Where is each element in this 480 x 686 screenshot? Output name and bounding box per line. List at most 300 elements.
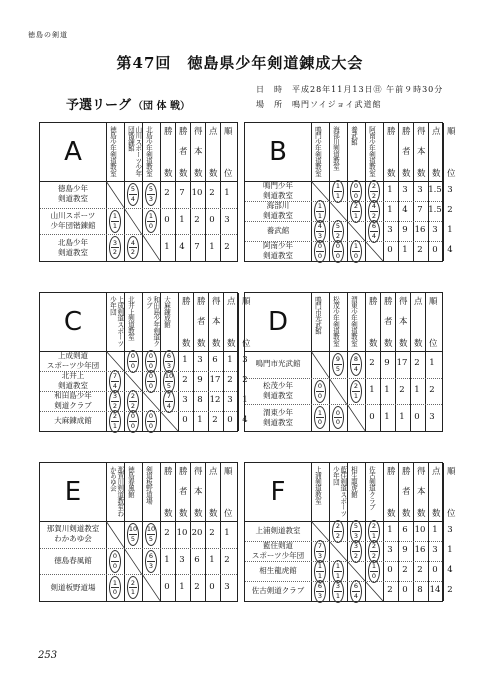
team-column-label-part: 錬 xyxy=(162,308,171,315)
stat-header-char: 者 xyxy=(384,317,393,327)
score-oval xyxy=(350,240,362,263)
bouts-won: 6 xyxy=(353,582,359,590)
team-column-label xyxy=(367,126,374,176)
stat-column-header-bouts xyxy=(380,293,396,351)
stat-header-char: 数 xyxy=(417,509,426,519)
self-match-diagonal xyxy=(106,181,124,208)
subtitle-kind: （団 体 戦） xyxy=(133,101,190,112)
bouts-won: 5 xyxy=(130,185,136,194)
stat-header-char: 勝 xyxy=(179,467,188,477)
league-table-b xyxy=(244,122,456,262)
stat-value-rank: 1 xyxy=(447,545,453,555)
team-column-label-part: 海部川 xyxy=(331,126,340,145)
stat-value-lost-points: 3 xyxy=(432,545,438,555)
stat-value-lost-points: 14 xyxy=(429,585,441,595)
stat-value-lost-points: 0 xyxy=(227,415,233,425)
stat-value-wins: 1 xyxy=(387,205,393,215)
stat-value-rank: 4 xyxy=(447,565,453,575)
team-column-label xyxy=(144,466,151,504)
bouts-won: 3 xyxy=(112,238,118,247)
stat-value-rank: 1 xyxy=(242,395,248,405)
stat-header-char: 数 xyxy=(194,169,203,179)
team-column-label xyxy=(313,296,320,334)
bouts-won: 3 xyxy=(112,392,118,400)
match-result xyxy=(347,540,365,563)
points-won: 0 xyxy=(148,381,154,390)
stat-header-char: 数 xyxy=(209,509,218,519)
self-match-diagonal xyxy=(329,541,347,561)
stat-column-header-rank xyxy=(220,123,236,181)
stat-value-wins: 2 xyxy=(387,585,393,595)
stat-column-header-points xyxy=(208,293,224,351)
row-divider xyxy=(245,378,442,379)
stat-value-wins: 1 xyxy=(387,525,393,535)
stat-header-char: 数 xyxy=(209,169,218,179)
stat-header-char: 本 xyxy=(194,487,203,497)
stat-header-char: 順 xyxy=(242,297,251,307)
bouts-won: 2 xyxy=(130,392,136,400)
stat-value-wins: 0 xyxy=(182,415,188,425)
points-won: 1 xyxy=(335,591,341,600)
stat-value-points: 1 xyxy=(399,411,405,422)
row-divider xyxy=(40,548,237,549)
match-result xyxy=(329,406,347,429)
points-won: 3 xyxy=(317,591,323,600)
stat-value-rank: 2 xyxy=(242,375,248,385)
team-column-header xyxy=(106,123,125,181)
team-column-label-part: 場 xyxy=(144,497,153,504)
stat-column-header-bouts xyxy=(398,463,414,521)
stat-value-rank: 2 xyxy=(429,385,435,395)
score-oval xyxy=(314,580,326,603)
self-match-diagonal xyxy=(124,208,142,235)
bouts-won: 4 xyxy=(317,222,323,230)
team-column-label-part: 上成剣道 xyxy=(115,296,124,322)
team-row-name: 剣道板野道場 xyxy=(50,582,96,592)
stat-header-char: 位 xyxy=(224,169,233,179)
score-oval xyxy=(314,380,326,403)
stat-value-lost-points: 0 xyxy=(432,245,438,255)
score-oval xyxy=(314,406,326,429)
bouts-won: 1 xyxy=(317,562,323,570)
points-won: 0 xyxy=(148,421,154,430)
team-column-label xyxy=(108,126,115,176)
match-result xyxy=(329,520,347,543)
bouts-won: 1 xyxy=(112,578,118,587)
stat-value-bouts: 9 xyxy=(402,545,408,555)
bouts-won: 3 xyxy=(353,542,359,550)
points-won: 5 xyxy=(148,534,154,543)
team-column-label xyxy=(331,296,338,346)
score-oval xyxy=(368,220,380,243)
team-column-label xyxy=(162,296,169,328)
stat-value-rank: 3 xyxy=(447,525,453,535)
stat-header-char: 数 xyxy=(399,339,408,349)
bouts-won: 7 xyxy=(112,372,118,380)
team-column-label-part: 山川スポーツ xyxy=(133,126,142,164)
stat-value-wins: 0 xyxy=(387,565,393,575)
self-match-diagonal xyxy=(329,378,347,405)
score-oval xyxy=(332,240,344,263)
stat-column-header-wins xyxy=(160,463,176,521)
stat-value-wins: 1 xyxy=(164,555,170,565)
stat-value-bouts: 1 xyxy=(197,415,203,425)
stat-value-points: 2 xyxy=(194,215,200,225)
match-result xyxy=(311,380,329,403)
group-letter: D xyxy=(267,307,289,337)
match-result xyxy=(347,580,365,603)
stat-value-lost-points: 3 xyxy=(432,225,438,235)
stat-value-lost-points: 3 xyxy=(227,395,233,405)
team-column-label-part: スポーツ少年団 xyxy=(331,466,347,517)
stat-value-lost-points: 0 xyxy=(209,581,215,592)
date-value: 平成28年11月13日㊐ 午前９時30分 xyxy=(292,85,444,94)
score-oval xyxy=(127,410,139,433)
stat-header-char: 得 xyxy=(212,297,221,307)
stat-value-bouts: 3 xyxy=(179,555,185,565)
match-result xyxy=(347,240,365,263)
team-column-label-part: 鳴 xyxy=(313,296,322,303)
stat-value-bouts: 0 xyxy=(402,585,408,595)
points-won: 0 xyxy=(148,221,154,230)
stat-header-char: 数 xyxy=(417,169,426,179)
points-won: 2 xyxy=(371,551,377,560)
team-column-header xyxy=(106,293,125,351)
team-column-label-part: 武 xyxy=(349,132,358,139)
stat-value-lost-points: 2 xyxy=(414,358,420,369)
match-result xyxy=(106,410,124,433)
stat-header-char: 得 xyxy=(194,467,203,477)
match-result xyxy=(329,353,347,376)
team-column-label-part: 門 xyxy=(313,302,322,309)
match-result xyxy=(124,576,142,599)
stat-header-char: 得 xyxy=(399,297,408,307)
points-won: 2 xyxy=(371,191,377,200)
team-column-label xyxy=(144,296,159,351)
points-won: 2 xyxy=(130,401,136,410)
date-label: 日 時 xyxy=(256,85,283,94)
team-row-name: 北井上 剣道教室 xyxy=(58,371,88,390)
stat-header-char: 勝 xyxy=(179,127,188,137)
league-table-e xyxy=(39,462,238,602)
bouts-won: 0 xyxy=(148,352,154,360)
subtitle-main: 予選リーグ xyxy=(66,98,132,113)
score-oval xyxy=(332,406,344,429)
score-oval xyxy=(350,353,362,376)
match-result xyxy=(311,580,329,603)
score-oval xyxy=(350,580,362,603)
stat-column-header-points xyxy=(413,123,429,181)
page-title: 第47回 徳島県少年剣道錬成大会 xyxy=(116,54,364,72)
score-oval xyxy=(332,180,344,203)
team-row-name: 和田島少年 剣道クラブ xyxy=(54,391,92,410)
stat-header-char: 数 xyxy=(164,509,173,519)
stat-value-points: 20 xyxy=(191,528,203,539)
league-table-a xyxy=(39,122,238,262)
bouts-won: 2 xyxy=(353,382,359,390)
team-column-header xyxy=(142,463,161,521)
points-won: 1 xyxy=(130,588,136,597)
stat-header-char: 得 xyxy=(417,467,426,477)
stat-column-header-rank xyxy=(220,463,236,521)
points-won: 3 xyxy=(166,361,172,370)
team-column-label-part: 剣道教室 xyxy=(126,314,135,341)
stat-value-wins: 1 xyxy=(182,355,188,365)
match-result xyxy=(124,183,142,206)
match-result xyxy=(106,236,124,259)
stat-value-bouts: 3 xyxy=(197,355,203,365)
stat-value-wins: 0 xyxy=(369,411,375,422)
stat-value-bouts: 2 xyxy=(402,565,408,575)
team-column-label-part: 徳 xyxy=(126,466,135,473)
points-won: 2 xyxy=(371,211,377,220)
match-result xyxy=(142,550,160,573)
stat-header-char: 点 xyxy=(432,127,441,137)
points-won: 5 xyxy=(166,381,172,390)
stat-value-points: 2 xyxy=(417,565,423,575)
team-column-label-part: 春 xyxy=(126,478,135,485)
group-letter: F xyxy=(270,477,286,507)
team-row-name: 山川スポーツ 少年団锴錬館 xyxy=(50,211,96,230)
stat-header-char: 数 xyxy=(432,169,441,179)
team-column-label-part: 那賀川剣道教室 xyxy=(115,466,124,511)
stat-value-bouts: 3 xyxy=(402,185,408,195)
stat-value-points: 6 xyxy=(212,355,218,365)
bouts-won: 3 xyxy=(335,582,341,590)
bouts-won: 1 xyxy=(148,212,154,220)
place-label: 場 所 xyxy=(256,100,283,109)
match-result xyxy=(124,236,142,259)
bouts-won: 8 xyxy=(353,355,359,364)
self-match-diagonal xyxy=(124,548,142,575)
team-column-label-part: 館 xyxy=(162,321,171,328)
self-match-diagonal xyxy=(160,411,178,431)
league-table-f xyxy=(244,462,456,602)
points-won: 2 xyxy=(353,551,359,560)
stat-value-bouts: 10 xyxy=(176,528,188,539)
stat-header-char: 順 xyxy=(224,467,233,477)
bouts-won: 0 xyxy=(335,408,341,417)
stat-header-char: 勝 xyxy=(164,467,173,477)
stat-value-points: 6 xyxy=(194,555,200,565)
bouts-won: 2 xyxy=(112,412,118,420)
team-row-name: 鳴門市光武館 xyxy=(255,359,301,369)
bouts-won: 0 xyxy=(335,242,341,250)
match-result xyxy=(160,390,178,413)
stat-header-char: 者 xyxy=(179,487,188,497)
score-oval xyxy=(145,370,157,393)
points-won: 0 xyxy=(335,418,341,427)
league-table-d xyxy=(244,292,443,432)
points-won: 0 xyxy=(130,361,136,370)
team-column-label-part: 上浦剣道 xyxy=(313,466,322,492)
stat-header-char: 順 xyxy=(224,127,233,137)
self-match-diagonal xyxy=(142,234,160,261)
bouts-won: 0 xyxy=(148,372,154,380)
stat-column-header-rank xyxy=(443,463,459,521)
team-row-name: 渭東少年 剣道教室 xyxy=(263,407,293,427)
stat-header-char: 本 xyxy=(417,487,426,497)
stat-header-char: 本 xyxy=(212,317,221,327)
bouts-won: 2 xyxy=(371,542,377,550)
score-oval xyxy=(350,540,362,563)
stat-value-lost-points: 1.5 xyxy=(428,205,442,215)
stat-value-lost-points: 1 xyxy=(227,355,233,365)
stat-column-header-points xyxy=(413,463,429,521)
team-column-header xyxy=(311,463,330,521)
team-column-label xyxy=(126,126,141,181)
stat-value-points: 17 xyxy=(209,375,221,385)
stat-value-rank: 2 xyxy=(447,585,453,595)
bouts-won: 6 xyxy=(317,582,323,590)
team-column-header xyxy=(347,293,366,351)
team-column-header xyxy=(142,293,161,351)
self-match-diagonal xyxy=(311,181,329,201)
bouts-won: 4 xyxy=(371,202,377,210)
team-column-label-part: 館 xyxy=(126,491,135,498)
points-won: 3 xyxy=(148,194,154,203)
stat-header-char: 数 xyxy=(197,339,206,349)
stat-header-char: 数 xyxy=(414,339,423,349)
team-column-label-part: 大 xyxy=(162,296,171,303)
group-letter: E xyxy=(64,477,82,507)
score-oval xyxy=(127,183,139,206)
score-oval xyxy=(145,210,157,233)
stat-value-wins: 1 xyxy=(387,185,393,195)
stat-header-char: 得 xyxy=(194,127,203,137)
stat-value-rank: 3 xyxy=(242,355,248,365)
stat-value-wins: 2 xyxy=(164,188,170,199)
stat-header-char: 点 xyxy=(209,127,218,137)
team-row-name: 松茂少年 剣道教室 xyxy=(263,381,293,400)
stat-header-char: 位 xyxy=(447,169,456,179)
team-column-header xyxy=(142,123,161,181)
match-result xyxy=(347,200,365,223)
points-won: 2 xyxy=(335,231,341,240)
stat-value-wins: 2 xyxy=(164,528,170,539)
points-won: 3 xyxy=(353,531,359,540)
stat-value-bouts: 4 xyxy=(402,205,408,215)
score-oval xyxy=(332,580,344,603)
points-won: 2 xyxy=(130,248,136,257)
team-column-label-part: 麻 xyxy=(162,302,171,309)
team-column-header xyxy=(347,463,366,521)
stat-column-header-lost-points xyxy=(205,463,221,521)
stat-value-bouts: 1 xyxy=(402,245,408,255)
team-column-label xyxy=(331,466,346,521)
stat-header-char: 数 xyxy=(432,509,441,519)
match-result xyxy=(142,523,160,546)
points-won: 1 xyxy=(317,571,323,580)
stat-header-char: 勝 xyxy=(387,127,396,137)
score-oval xyxy=(127,350,139,373)
team-row-name: 那賀川剣道教室 わかあゆ会 xyxy=(46,524,100,544)
stat-header-char: 位 xyxy=(447,509,456,519)
stat-value-wins: 0 xyxy=(164,581,170,592)
points-won: 4 xyxy=(166,401,172,410)
stat-value-rank: 1 xyxy=(224,528,230,539)
team-column-label-part: 館 xyxy=(313,327,322,334)
self-match-diagonal xyxy=(347,561,365,581)
bouts-won: 1 xyxy=(112,212,118,220)
team-column-label xyxy=(126,296,133,340)
points-won: 4 xyxy=(130,194,136,203)
stat-value-lost-points: 1 xyxy=(432,525,438,535)
stat-value-wins: 2 xyxy=(182,375,188,385)
team-column-label-part: 佐古剣道 xyxy=(367,466,376,492)
team-column-label-part: 野 xyxy=(144,484,153,492)
points-won: 0 xyxy=(112,588,118,597)
stat-header-char: 勝 xyxy=(197,297,206,307)
stat-value-bouts: 9 xyxy=(402,225,408,235)
stat-column-header-points xyxy=(395,293,411,351)
stat-column-header-lost-points xyxy=(428,123,444,181)
stat-header-char: 勝 xyxy=(164,127,173,137)
stat-value-points: 10 xyxy=(414,525,426,535)
stat-header-char: 数 xyxy=(212,339,221,349)
team-column-label-part: 島 xyxy=(126,472,135,479)
score-oval xyxy=(145,523,157,546)
stat-header-char: 勝 xyxy=(384,297,393,307)
team-column-label-part: 板 xyxy=(144,478,153,485)
stat-value-rank: 4 xyxy=(242,415,248,425)
self-match-diagonal xyxy=(347,221,365,241)
team-column-label-part: 剣道教室 xyxy=(331,321,340,347)
points-won: 0 xyxy=(130,421,136,430)
bouts-won: 0 xyxy=(148,412,154,420)
bouts-won: 7 xyxy=(317,542,323,550)
stat-header-char: 位 xyxy=(429,339,438,349)
stat-value-rank: 2 xyxy=(224,555,230,565)
stat-header-char: 勝 xyxy=(402,467,411,477)
points-won: 1 xyxy=(112,421,118,430)
bouts-won: 10 xyxy=(128,525,138,534)
points-won: 4 xyxy=(353,591,359,600)
score-oval xyxy=(145,183,157,206)
place-value: 鳴門ソイジョイ武道館 xyxy=(292,100,382,109)
team-column-label xyxy=(349,126,356,145)
stat-column-header-lost-points xyxy=(205,123,221,181)
team-row-name: 鳴門少年 剣道教室 xyxy=(263,181,293,200)
stat-header-char: 位 xyxy=(224,509,233,519)
team-column-label-part: スポーツ少年団 xyxy=(108,296,124,347)
match-result xyxy=(329,180,347,203)
team-column-label xyxy=(367,466,374,510)
team-column-label-part: 風 xyxy=(126,484,135,492)
bouts-won: 0 xyxy=(130,352,136,360)
stat-header-char: 数 xyxy=(194,509,203,519)
team-row-name: 上浦剣道教室 xyxy=(255,526,301,535)
stat-value-rank: 2 xyxy=(447,205,453,215)
stat-value-wins: 3 xyxy=(387,545,393,555)
team-row-name: 大麻錬成館 xyxy=(54,416,92,425)
date-info xyxy=(256,84,443,95)
stat-value-points: 12 xyxy=(209,395,221,405)
bouts-won: 4 xyxy=(130,238,136,247)
score-oval xyxy=(332,353,344,376)
bouts-won: 0 xyxy=(317,382,323,390)
stat-value-points: 3 xyxy=(417,185,423,195)
bouts-won: 1 xyxy=(335,182,341,190)
points-won: 4 xyxy=(371,231,377,240)
stat-value-lost-points: 1 xyxy=(414,385,420,395)
stat-header-char: 者 xyxy=(197,317,206,327)
team-column-label-part: 剣道教室 xyxy=(313,151,322,177)
stat-column-header-rank xyxy=(443,123,459,181)
stat-header-char: 勝 xyxy=(387,467,396,477)
match-result xyxy=(329,240,347,263)
points-won: 0 xyxy=(353,191,359,200)
